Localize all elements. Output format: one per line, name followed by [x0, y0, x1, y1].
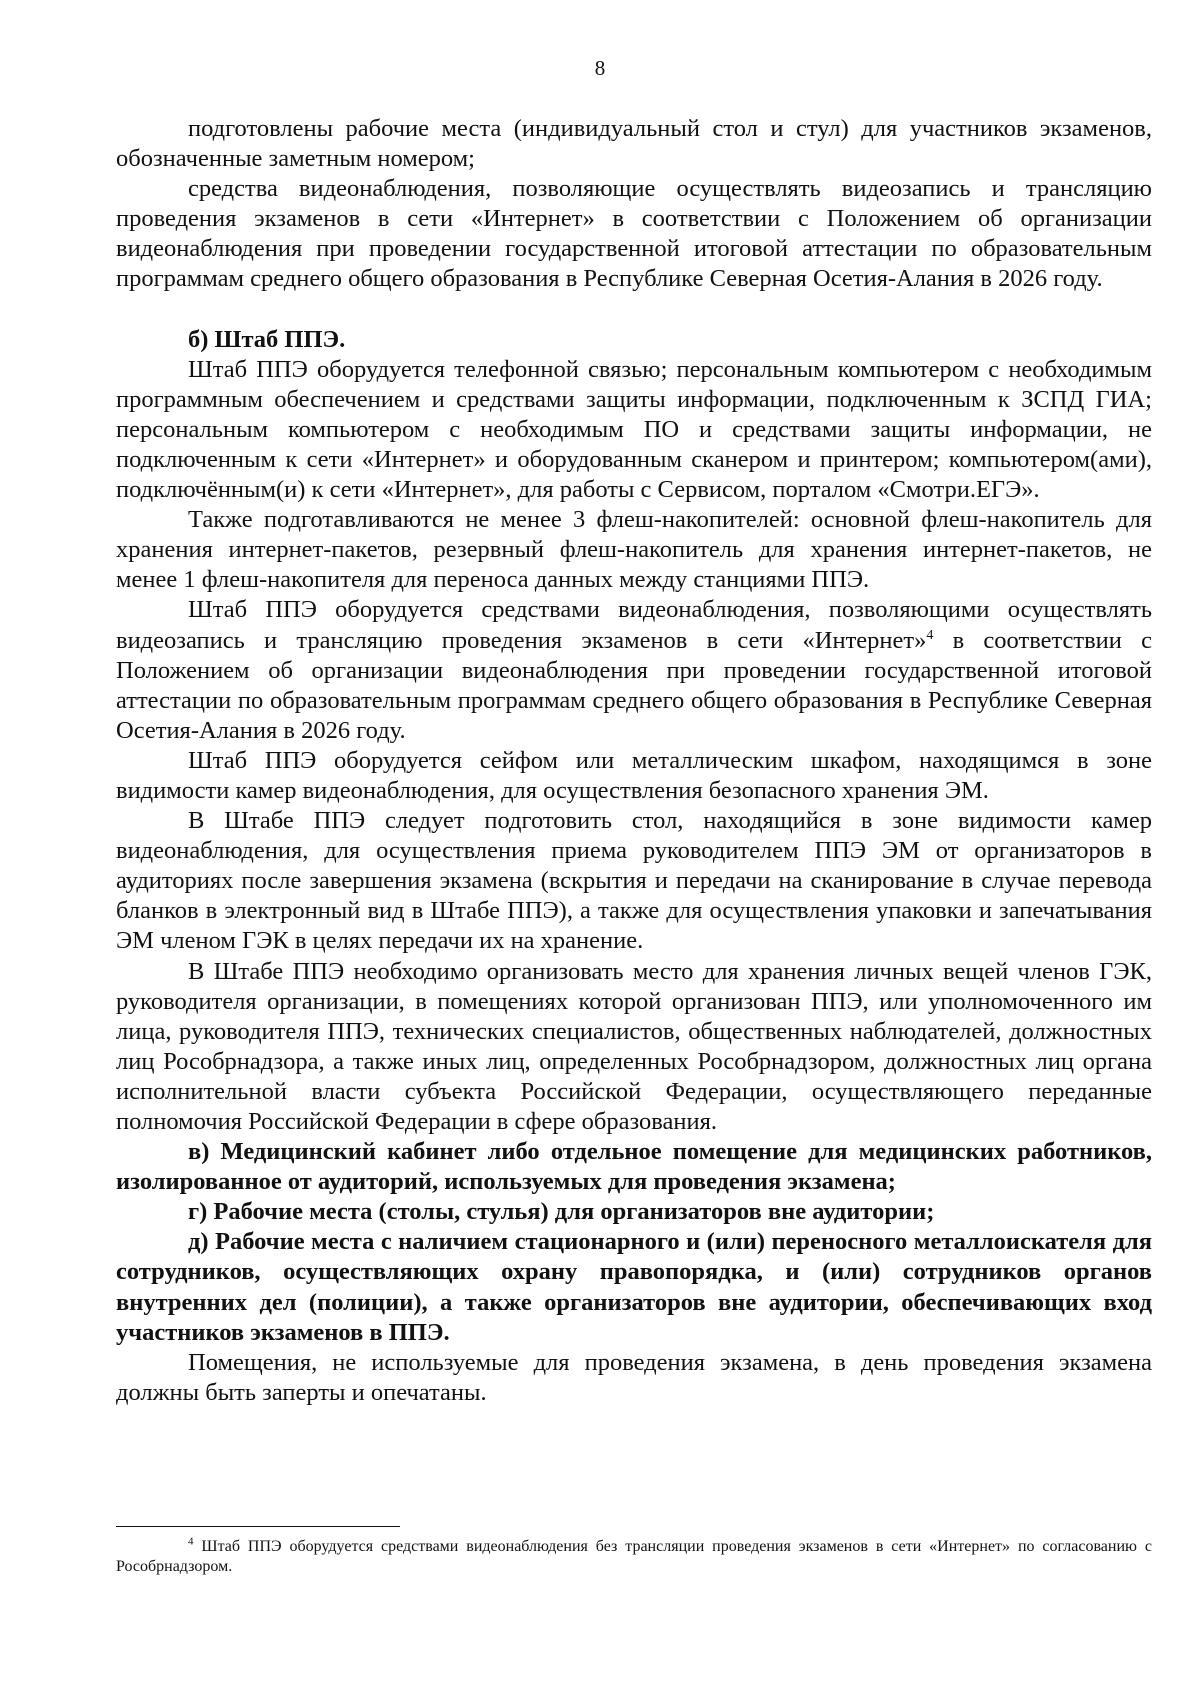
section-heading-metal-detector: д) Рабочие места с наличием стационарного и (или) переносного металлоискателя для сотрудников, осуществляющих охрану правопорядка, и (или) сотрудников органов внутренних дел (полиции), а также организаторов вне аудитории, обеспечивающих вход участников экзаменов в ППЭ. [116, 1228, 1152, 1346]
paragraph-reception-table: В Штабе ППЭ следует подготовить стол, находящийся в зоне видимости камер видеонаблюдения, для осуществления приема руководителем ППЭ ЭМ от организаторов в аудиториях после завершения экзамена (вскрытия и передачи на сканирование в случае перевода бланков в электронный вид в Штабе ППЭ), а также для осуществления упаковки и запечатывания ЭМ членом ГЭК в целях передачи их на хранение. [116, 807, 1152, 955]
footnote-separator [116, 1526, 400, 1527]
paragraph-text-part: Штаб ППЭ оборудуется средствами видеонаблюдения, позволяющими осуществлять видеозапись и трансляцию проведения экзаменов в сети «Интернет» [116, 596, 1152, 654]
paragraph-headquarters-video [116, 595, 1152, 745]
paragraph-headquarters-equipment: Штаб ППЭ оборудуется телефонной связью; персональным компьютером с необходимым программным обеспечением и средствами защиты информации, подключенным к ЗСПД ГИА; персональным компьютером с необходимым ПО и средствами защиты информации, не подключенным к сети «Интернет» и оборудованным сканером и принтером; компьютером(ами), подключённым(и) к сети «Интернет», для работы с Сервисом, порталом «Смотри.ЕГЭ». [116, 355, 1152, 504]
section-heading-medical: в) Медицинский кабинет либо отдельное помещение для медицинских работников, изолированное от аудиторий, используемых для проведения экзамена; [116, 1138, 1152, 1196]
document-body [116, 114, 1152, 1408]
paragraph-personal-belongings: В Штабе ППЭ необходимо организовать место для хранения личных вещей членов ГЭК, руководителя организации, в помещениях которой организован ППЭ, или уполномоченного им лица, руководителя ППЭ, технических специалистов, общественных наблюдателей, должностных лиц Рособрнадзора, а также иных лиц, определенных Рособрнадзором, должностных лиц органа исполнительной власти субъекта Российской Федерации, осуществляющего переданные полномочия Российской Федерации в сфере образования. [116, 957, 1152, 1135]
paragraph-safe: Штаб ППЭ оборудуется сейфом или металлическим шкафом, находящимся в зоне видимости камер видеонаблюдения, для осуществления безопасного хранения ЭМ. [116, 746, 1152, 804]
paragraph-video-surveillance: средства видеонаблюдения, позволяющие осуществлять видеозапись и трансляцию проведения экзаменов в сети «Интернет» в соответствии с Положением об организации видеонаблюдения при проведении государственной итоговой аттестации по образовательным программам среднего общего образования в Республике Северная Осетия-Алания в 2026 году. [116, 175, 1152, 293]
footnote-reference: 4 [926, 627, 934, 643]
footnote-body: Штаб ППЭ оборудуется средствами видеонаблюдения без трансляции проведения экзаменов в сети «Интернет» по согласованию с Рособрнадзором. [116, 1538, 1153, 1575]
footnote-text [116, 1537, 1152, 1577]
paragraph-workplaces: подготовлены рабочие места (индивидуальный стол и стул) для участников экзаменов, обозначенные заметным номером; [116, 115, 1152, 173]
section-heading-organizer-workplaces: г) Рабочие места (столы, стулья) для организаторов вне аудитории; [188, 1198, 935, 1226]
footnote [116, 1537, 1152, 1577]
section-heading-headquarters: б) Штаб ППЭ. [188, 325, 346, 353]
paragraph-sealed-rooms: Помещения, не используемые для проведения экзамена, в день проведения экзамена должны быть заперты и опечатаны. [116, 1348, 1152, 1406]
paragraph-text-part: в соответствии с Положением об организации видеонаблюдения при проведении государственной итоговой аттестации по образовательным программам среднего общего образования в Республике Северная Осетия-Алания в 2026 году. [116, 626, 1152, 744]
page-number: 8 [594, 56, 606, 80]
footnote-marker: 4 [188, 1535, 194, 1548]
paragraph-flash-drives: Также подготавливаются не менее 3 флеш-накопителей: основной флеш-накопитель для хранения интернет-пакетов, резервный флеш-накопитель для хранения интернет-пакетов, не менее 1 флеш-накопителя для переноса данных между станциями ППЭ. [116, 506, 1152, 594]
